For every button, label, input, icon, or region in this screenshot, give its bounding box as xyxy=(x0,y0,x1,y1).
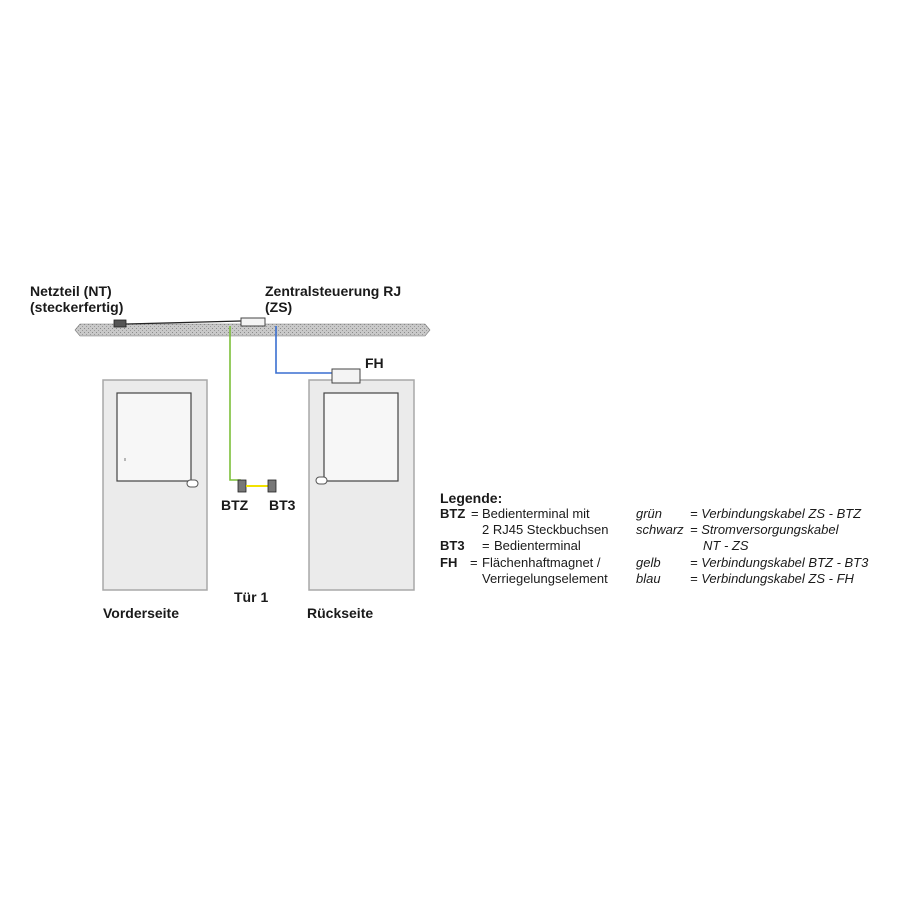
legend-color-green: grün xyxy=(636,506,663,521)
power-supply-label-line2: (steckerfertig) xyxy=(30,299,124,315)
legend-cable-black: = Stromversorgungskabel xyxy=(690,522,839,537)
central-control-label-line2: (ZS) xyxy=(265,299,293,315)
legend-sep-bt3: = xyxy=(482,538,490,553)
terminal-btz xyxy=(238,480,246,492)
legend-key-btz: BTZ xyxy=(440,506,466,521)
terminal-bt3-label: BT3 xyxy=(269,497,296,513)
legend-cable-green: = Verbindungskabel ZS - BTZ xyxy=(690,506,862,521)
door-label: Tür 1 xyxy=(234,589,269,605)
front-door xyxy=(103,380,207,590)
power-supply-label xyxy=(30,283,123,315)
legend-color-black: schwarz xyxy=(636,522,684,537)
legend-desc-btz-2: 2 RJ45 Steckbuchsen xyxy=(482,522,609,537)
legend-color-yellow: gelb xyxy=(636,555,661,570)
magnet-label: FH xyxy=(365,355,384,371)
power-cable xyxy=(126,321,241,324)
legend-sep-fh: = xyxy=(470,555,478,570)
central-control-label-line1: Zentralsteuerung RJ xyxy=(265,283,402,299)
terminal-btz-label: BTZ xyxy=(221,497,249,513)
legend-desc-bt3: Bedienterminal xyxy=(494,538,581,553)
legend-cable-blue: = Verbindungskabel ZS - FH xyxy=(690,571,854,586)
legend-key-fh: FH xyxy=(440,555,458,570)
legend-color-blue: blau xyxy=(636,571,661,586)
legend-desc-fh-1: Flächenhaftmagnet / xyxy=(482,555,601,570)
green-cable xyxy=(230,326,240,484)
legend-desc-btz-1: Bedienterminal mit xyxy=(482,506,590,521)
central-control-label xyxy=(265,283,401,315)
front-side-label: Vorderseite xyxy=(103,605,179,621)
back-door xyxy=(309,380,414,590)
legend-key-bt3: BT3 xyxy=(440,538,465,553)
legend-sep-btz: = xyxy=(471,506,479,521)
central-control-zs xyxy=(241,318,265,326)
back-side-label: Rückseite xyxy=(307,605,374,621)
power-supply-label-line1: Netzteil (NT) xyxy=(30,283,112,299)
magnet-fh xyxy=(332,369,360,383)
legend-desc-fh-2: Verriegelungselement xyxy=(482,571,608,586)
legend-cable-yellow: = Verbindungskabel BTZ - BT3 xyxy=(690,555,869,570)
legend-cable-black-cont: NT - ZS xyxy=(703,538,749,553)
terminal-bt3 xyxy=(268,480,276,492)
power-supply-nt xyxy=(114,320,126,327)
legend-title: Legende: xyxy=(440,490,503,506)
